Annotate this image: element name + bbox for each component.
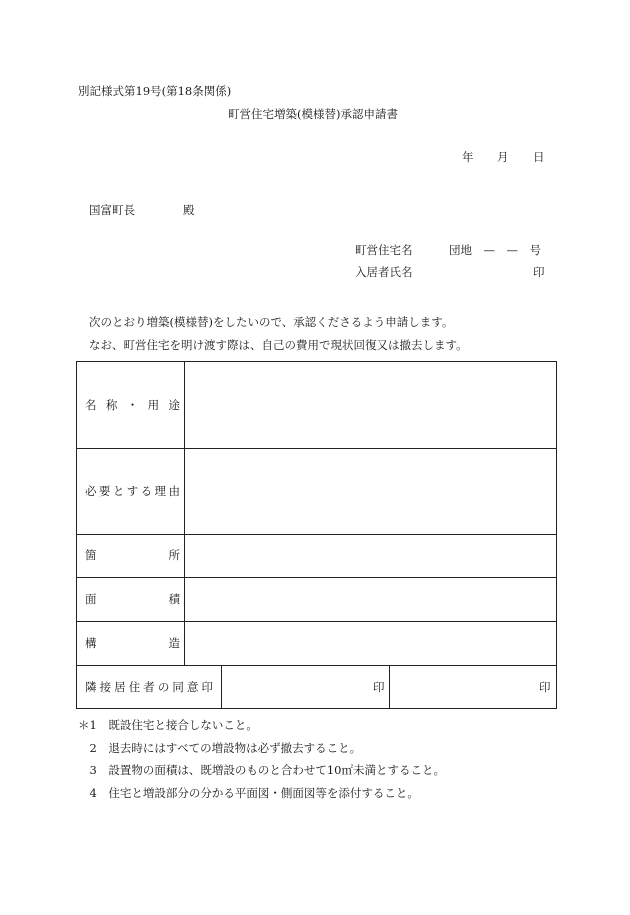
note-item-4: 4 住宅と増設部分の分かる平面図・側面図等を添付すること。 <box>78 786 419 800</box>
applicant-seal-mark: 印 <box>533 265 545 279</box>
note-item-1: ＊1 既設住宅と接合しないこと。 <box>78 718 258 732</box>
date-day-label: 日 <box>533 150 545 164</box>
table-row-divider <box>77 665 556 666</box>
row-label-area: 面 積 <box>85 592 180 606</box>
table-column-divider <box>389 665 390 709</box>
application-form-table <box>76 361 557 709</box>
note-item-3: 3 設置物の面積は、既増設のものと合わせて10㎡未満とすること。 <box>78 763 445 777</box>
row-label-reason: 必 要 と す る 理 由 <box>85 484 180 498</box>
table-row-divider <box>77 448 556 449</box>
consent-seal-mark-2: 印 <box>539 680 551 694</box>
row-label-name-usage: 名 称 ・ 用 途 <box>85 398 180 412</box>
row-label-location: 箇 所 <box>85 548 180 562</box>
document-title: 町営住宅増築(模様替)承認申請書 <box>228 107 398 121</box>
note-item-2: 2 退去時にはすべての増設物は必ず撤去すること。 <box>78 741 362 755</box>
row-label-structure: 構 造 <box>85 636 180 650</box>
addressee-name: 国富町長 <box>89 203 135 217</box>
resident-name-label: 入居者氏名 <box>355 265 413 279</box>
date-year-label: 年 <box>462 150 474 164</box>
table-row-divider <box>77 577 556 578</box>
table-column-divider <box>184 362 185 665</box>
table-row-divider <box>77 534 556 535</box>
housing-unit-format: 団地 — — 号 <box>449 243 541 257</box>
table-column-divider <box>221 665 222 709</box>
body-text-line-2: なお、町営住宅を明け渡す際は、自己の費用で現状回復又は撤去します。 <box>89 338 468 352</box>
row-label-neighbor-consent: 隣 接 居 住 者 の 同 意 印 <box>85 680 213 694</box>
consent-seal-mark-1: 印 <box>373 680 385 694</box>
date-month-label: 月 <box>497 150 509 164</box>
housing-name-label: 町営住宅名 <box>355 243 413 257</box>
table-row-divider <box>77 621 556 622</box>
form-number: 別記様式第19号(第18条関係) <box>78 84 232 98</box>
body-text-line-1: 次のとおり増築(模様替)をしたいので、承認くださるよう申請します。 <box>89 315 454 329</box>
addressee-honorific: 殿 <box>183 203 195 217</box>
